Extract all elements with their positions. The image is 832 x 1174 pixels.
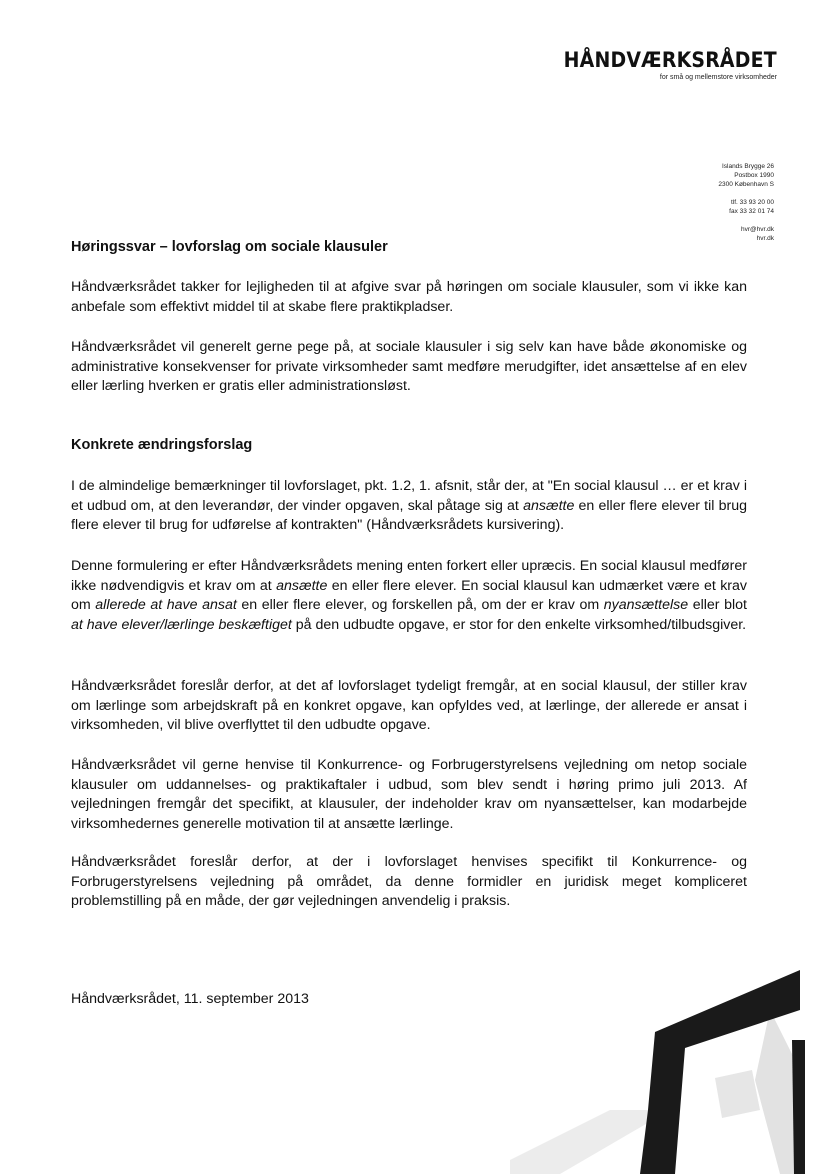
paragraph-4-italic-nyansaettelse: nyansættelse — [603, 597, 689, 613]
paragraph-3-italic-ansaette: ansætte — [523, 497, 575, 514]
paragraph-4-text-c: en eller flere elever. En social klausul kan udmærket være et krav om — [71, 577, 747, 613]
paragraph-3 — [71, 477, 747, 536]
letterhead-logo — [540, 48, 777, 81]
website: hvr.dk — [756, 235, 774, 242]
contact-block — [718, 162, 774, 243]
paragraph-4-text-g: eller blot — [688, 597, 747, 613]
address-street: Islands Brygge 26 — [721, 163, 774, 170]
paragraph-4-block — [71, 557, 747, 635]
paragraph-3-text-a: I de almindelige bemærkninger til lovforslaget, pkt. 1.2, 1. afsnit, står der, at "En social klausul … er et krav i et udbud om, at den leverandør, der vinder opgaven, skal påtage sig at — [71, 478, 747, 514]
paragraph-3-text-c: en eller flere elever til brug flere elever til brug for udførelse af kontrakten" (Håndværksrådets kursivering). — [71, 497, 747, 533]
paragraph-4-text-e: en eller flere elever, og forskellen på, om der er krav om — [236, 597, 604, 613]
paragraph-5: Håndværksrådet foreslår derfor, at det af lovforslaget tydeligt fremgår, at en social klausul, der stiller krav om lærlinge som arbejdskraft på en konkret opgave, kan opfyldes ved, at lærlinge, der allerede er ansat i virksomheden, vil blive overflyttet til den udbudte opgave. — [71, 678, 747, 733]
document-title-block — [71, 238, 747, 258]
paragraph-2-block — [71, 338, 747, 397]
address-city: 2300 København S — [718, 181, 774, 188]
paragraph-4-italic-beskaeftiget: at have elever/lærlinge beskæftiget — [71, 616, 292, 633]
paragraph-5-block — [71, 677, 747, 736]
paragraph-4-text-a: Denne formulering er efter Håndværksrådets mening enten forkert eller upræcis. En social klausul medfører ikke nødvendigvis et krav om at — [71, 558, 747, 594]
address-postbox: Postbox 1990 — [734, 172, 774, 179]
paragraph-4-italic-allerede: allerede at have ansat — [95, 597, 237, 613]
paragraph-2: Håndværksrådet vil generelt gerne pege på, at sociale klausuler i sig selv kan have både økonomiske og administrative konsekvenser for private virksomheder samt medføre merudgifter, idet ansættelse af en elev eller lærling hverken er gratis eller administrationsløst. — [71, 339, 747, 394]
decor-light-square — [715, 1070, 760, 1118]
signoff-line: Håndværksrådet, 11. september 2013 — [71, 991, 309, 1007]
org-tagline: for små og mellemstore virksomheder — [659, 74, 777, 81]
paragraph-6-block — [71, 756, 747, 834]
paragraph-7-block — [71, 853, 747, 912]
decor-dark-edge — [792, 1040, 805, 1174]
paragraph-4-text-i: på den udbudte opgave, er stor for den enkelte virksomhed/tilbudsgiver. — [291, 616, 747, 633]
letterhead-corner-graphic — [500, 960, 832, 1174]
email-address: hvr@hvr.dk — [741, 226, 774, 233]
section-heading-block — [71, 436, 747, 456]
document-title: Høringssvar – lovforslag om sociale klausuler — [71, 239, 388, 255]
paragraph-7: Håndværksrådet foreslår derfor, at der i lovforslaget henvises specifikt til Konkurrence- og Forbrugerstyrelsens vejledning på området, da denne formidler en juridisk meget kompliceret problemstilling på en måde, der gør vejledningen anvendelig i praksis. — [71, 854, 747, 909]
fax-number: fax 33 32 01 74 — [729, 208, 774, 215]
org-name: HÅNDVÆRKSRÅDET — [563, 48, 777, 72]
paragraph-3-block — [71, 477, 747, 536]
paragraph-1: Håndværksrådet takker for lejligheden til at afgive svar på høringen om sociale klausuler, som vi ikke kan anbefale som effektivt middel til at skabe flere praktikpladser. — [71, 279, 747, 315]
paragraph-1-block — [71, 278, 747, 317]
paragraph-4-italic-ansaette: ansætte — [276, 577, 328, 594]
paragraph-6: Håndværksrådet vil gerne henvise til Konkurrence- og Forbrugerstyrelsens vejledning om netop sociale klausuler om uddannelses- og praktikaftaler i udbud, som blev sendt i høring primo juli 2013. Af vejledningen fremgår det specifikt, at klausuler, der indeholder krav om nyansættelser, kan modarbejde virksomhedernes generelle motivation til at ansætte lærlinge. — [71, 757, 747, 832]
section-heading: Konkrete ændringsforslag — [71, 437, 253, 453]
paragraph-4 — [71, 557, 747, 635]
phone-number: tlf. 33 93 20 00 — [730, 199, 774, 206]
